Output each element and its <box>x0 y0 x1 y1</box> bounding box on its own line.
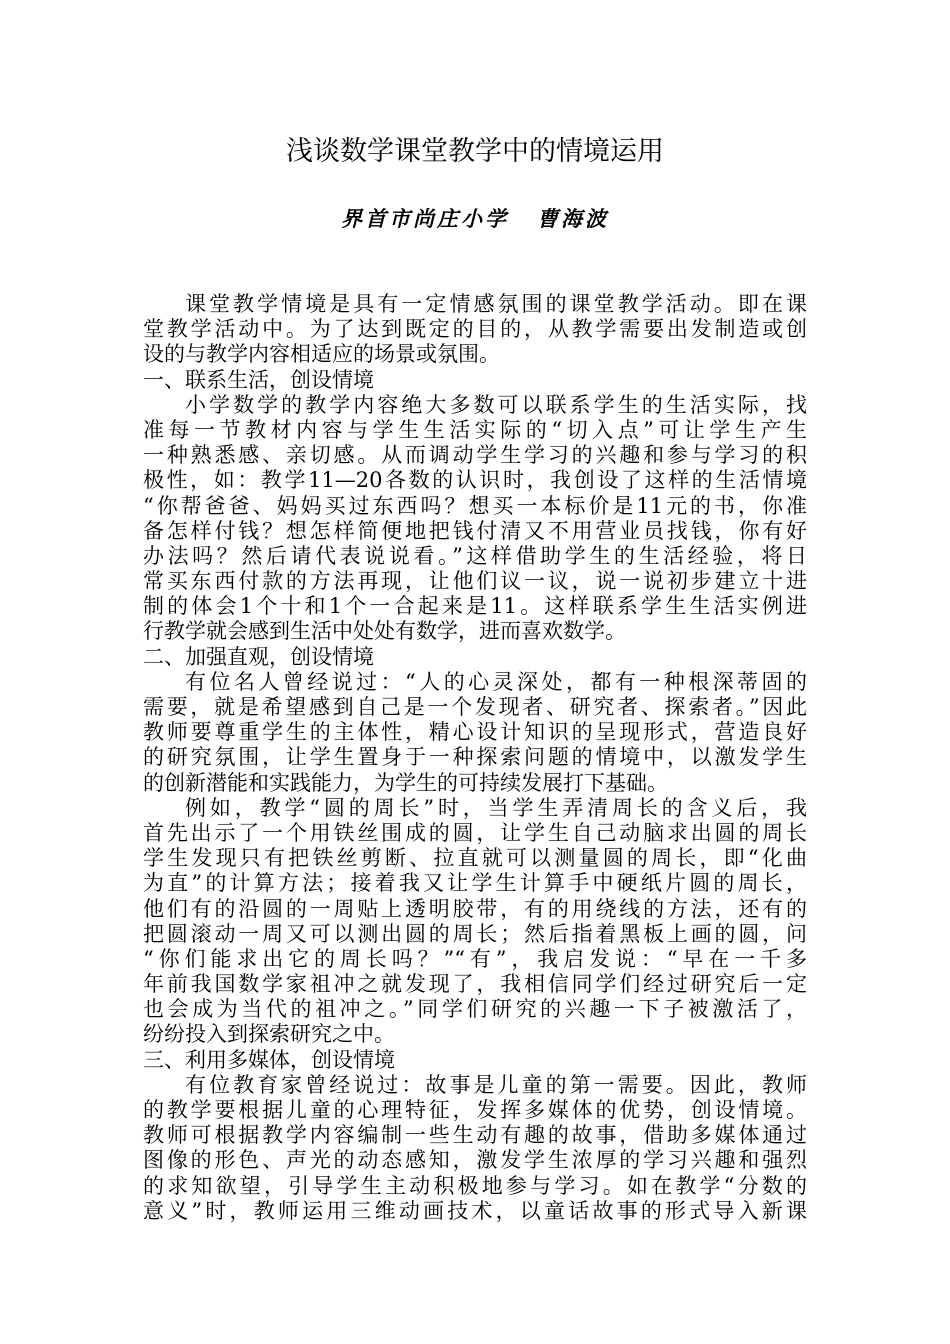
text-line: 意义”时，教师运用三维动画技术，以童话故事的形式导入新课 <box>143 1198 807 1223</box>
text-line: 教师要尊重学生的主体性，精心设计知识的呈现形式，营造良好 <box>143 720 807 745</box>
text-line: 办法吗？然后请代表说说看。”这样借助学生的生活经验，将日 <box>143 543 807 568</box>
text-line: 的创新潜能和实践能力，为学生的可持续发展打下基础。 <box>143 770 668 795</box>
text-line: 有位教育家曾经说过：故事是儿童的第一需要。因此，教师 <box>185 1072 807 1097</box>
text-line: 首先出示了一个用铁丝围成的圆，让学生自己动脑求出圆的周长 <box>143 820 807 845</box>
text-line: 也会成为当代的祖冲之。”同学们研究的兴趣一下子被激活了， <box>143 997 807 1022</box>
text-line: 制的体会1个十和1个一合起来是11。这样联系学生生活实例进 <box>143 594 807 619</box>
text-line: 纷纷投入到探索研究之中。 <box>143 1022 395 1047</box>
text-line: 设的与教学内容相适应的场景或氛围。 <box>143 342 500 367</box>
body-text <box>143 292 807 1224</box>
text-line: 常买东西付款的方法再现，让他们议一议，说一说初步建立十进 <box>143 569 807 594</box>
text-line: 把圆滚动一周又可以测出圆的周长；然后指着黑板上画的圆，问 <box>143 921 807 946</box>
text-line: “你们能求出它的周长吗？”“有”，我启发说：“早在一千多 <box>143 946 807 971</box>
text-line: 学生发现只有把铁丝剪断、拉直就可以测量圆的周长，即“化曲 <box>143 846 807 871</box>
text-line: 小学数学的教学内容绝大多数可以联系学生的生活实际，找 <box>185 392 807 417</box>
text-line: 极性，如：教学11—20各数的认识时，我创设了这样的生活情境 <box>143 468 807 493</box>
text-line: 他们有的沿圆的一周贴上透明胶带，有的用绕线的方法，还有的 <box>143 896 807 921</box>
document-title: 浅谈数学课堂教学中的情境运用 <box>286 136 664 167</box>
text-line: 为直”的计算方法；接着我又让学生计算手中硬纸片圆的周长， <box>143 871 807 896</box>
text-line: 图像的形色、声光的动态感知，激发学生浓厚的学习兴趣和强烈 <box>143 1148 807 1173</box>
author-school: 界首市尚庄小学 <box>341 206 509 231</box>
text-line: 例如，教学“圆的周长”时，当学生弄清周长的含义后，我 <box>185 795 807 820</box>
text-line: 准每一节教材内容与学生生活实际的“切入点”可让学生产生 <box>143 417 807 442</box>
author-name: 曹海波 <box>537 206 609 231</box>
section-heading: 二、加强直观，创设情境 <box>143 644 374 669</box>
section-heading: 一、联系生活，创设情境 <box>143 367 374 392</box>
text-line: 的教学要根据儿童的心理特征，发挥多媒体的优势，创设情境。 <box>143 1098 807 1122</box>
text-line: 年前我国数学家祖冲之就发现了，我相信同学们经过研究后一定 <box>143 972 807 997</box>
text-line: “你帮爸爸、妈妈买过东西吗？想买一本标价是11元的书，你准 <box>143 493 807 518</box>
text-line: 课堂教学情境是具有一定情感氛围的课堂教学活动。即在课 <box>185 292 807 316</box>
text-line: 堂教学活动中。为了达到既定的目的，从教学需要出发制造或创 <box>143 317 807 342</box>
section-heading: 三、利用多媒体，创设情境 <box>143 1047 395 1072</box>
text-line: 的研究氛围，让学生置身于一种探索问题的情境中，以激发学生 <box>143 745 807 770</box>
text-line: 需要，就是希望感到自己是一个发现者、研究者、探索者。”因此 <box>143 695 807 719</box>
text-line: 的求知欲望，引导学生主动积极地参与学习。如在教学“分数的 <box>143 1173 807 1198</box>
text-line: 备怎样付钱？想怎样简便地把钱付清又不用营业员找钱，你有好 <box>143 518 807 543</box>
text-line: 一种熟悉感、亲切感。从而调动学生学习的兴趣和参与学习的积 <box>143 443 807 468</box>
author-line <box>0 203 950 235</box>
text-line: 有位名人曾经说过：“人的心灵深处，都有一种根深蒂固的 <box>185 669 807 694</box>
text-line: 教师可根据教学内容编制一些生动有趣的故事，借助多媒体通过 <box>143 1123 807 1148</box>
text-line: 行教学就会感到生活中处处有数学，进而喜欢数学。 <box>143 619 626 644</box>
